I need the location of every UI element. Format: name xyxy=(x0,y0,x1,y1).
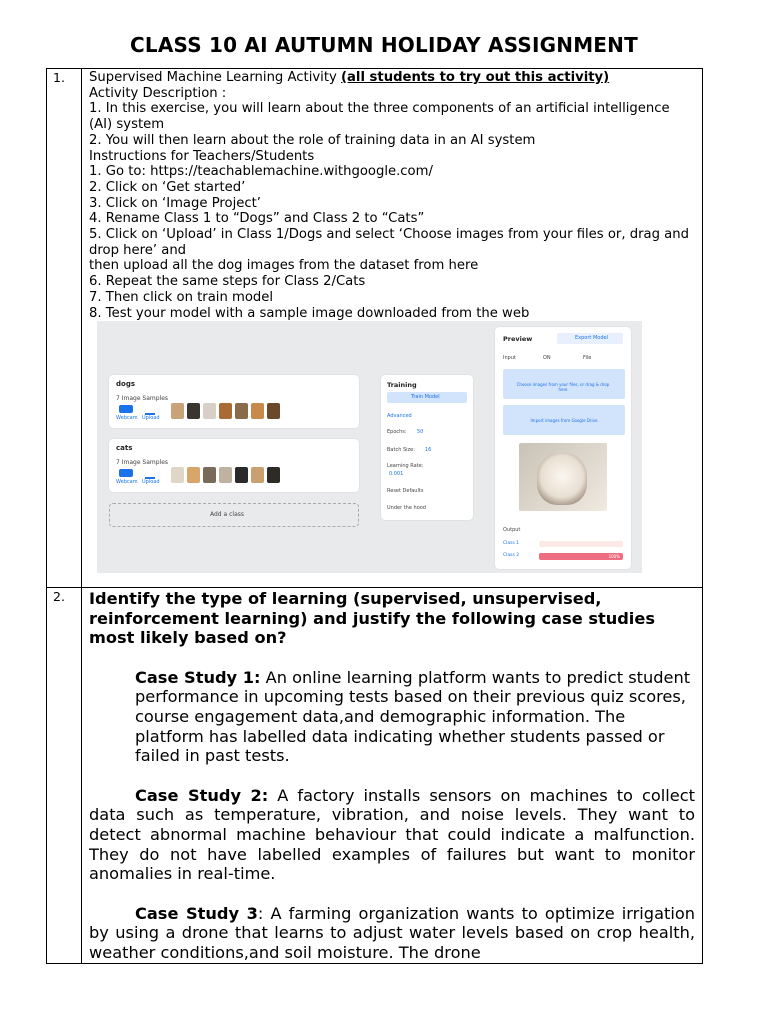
webcam-label: Webcam xyxy=(116,415,138,421)
class2-label: Class 2 xyxy=(503,553,520,558)
page-title: CLASS 10 AI AUTUMN HOLIDAY ASSIGNMENT xyxy=(130,33,638,57)
q2-question: Identify the type of learning (supervised, unsupervised, reinforcement learning) and justify the following case studies most likely based on? xyxy=(89,589,655,648)
upload-label: Upload xyxy=(142,479,160,485)
add-class-button xyxy=(109,503,359,527)
column-divider xyxy=(81,69,82,963)
cat-thumbnail xyxy=(203,467,216,483)
question-2-content xyxy=(89,589,695,963)
q1-url-line: 1. Go to: https://teachablemachine.withgoogle.com/ xyxy=(89,164,433,180)
cat-thumbnail xyxy=(235,467,248,483)
input-on-label: ON xyxy=(543,355,551,361)
epochs-label: Epochs: xyxy=(387,429,407,435)
reset-defaults-label: Reset Defaults xyxy=(387,488,424,494)
output-label: Output xyxy=(503,527,521,533)
import-drive-box xyxy=(503,405,625,435)
q1-line: Activity Description : xyxy=(89,85,227,101)
learning-rate-label: Learning Rate: xyxy=(387,463,424,469)
dog-thumbnails xyxy=(171,403,280,419)
case-study-1: Case Study 1: An online learning platform wants to predict student performance in upcoming tests based on their previous quiz scores, course engagement data,and demographic information. The platform has labelled data indicating whether students passed or failed in past tests. xyxy=(135,667,691,766)
row-divider xyxy=(47,587,702,588)
assignment-table xyxy=(46,68,703,964)
upload-icon xyxy=(145,405,155,415)
dogs-class-card xyxy=(109,375,359,428)
class1-label: Class 1 xyxy=(503,541,520,546)
q1-line: 1. In this exercise, you will learn about the three components of an artificial intelligence (AI) system xyxy=(89,101,670,133)
dog-thumbnail xyxy=(171,403,184,419)
train-model-button xyxy=(387,392,467,403)
training-label: Training xyxy=(387,381,417,389)
choose-images-box xyxy=(503,369,625,399)
cats-class-card xyxy=(109,439,359,492)
add-class-label: Add a class xyxy=(210,511,245,518)
export-model-button xyxy=(557,333,623,344)
q1-line: Instructions for Teachers/Students xyxy=(89,148,315,164)
choose-images-label: Choose images from your files, or drag & drop here xyxy=(516,382,610,392)
preview-label: Preview xyxy=(503,335,533,343)
class1-bar xyxy=(539,541,623,547)
epochs-value: 50 xyxy=(417,429,424,435)
cat-thumbnail xyxy=(187,467,200,483)
cat-preview-image xyxy=(519,443,607,511)
q1-line: 6. Repeat the same steps for Class 2/Cats xyxy=(89,274,366,290)
question-1-content xyxy=(89,70,694,321)
webcam-icon xyxy=(119,469,133,477)
class2-bar xyxy=(539,553,623,560)
file-select: File xyxy=(583,355,592,361)
advanced-label: Advanced xyxy=(387,413,412,419)
batch-size-value: 16 xyxy=(425,447,432,453)
cat-thumbnails xyxy=(171,467,280,483)
webcam-icon xyxy=(119,405,133,413)
cat-thumbnail xyxy=(219,467,232,483)
q1-line: 3. Click on ‘Image Project’ xyxy=(89,195,262,211)
upload-label: Upload xyxy=(142,415,160,421)
q1-line: 2. You will then learn about the role of training data in an AI system xyxy=(89,132,536,148)
question-number-1: 1. xyxy=(53,70,65,85)
case-study-2: Case Study 2: A factory installs sensors on machines to collect data such as temperature, vibration, and noise levels. They want to detect abnormal machine behaviour that could indicate a malfunction. They do not have labelled examples of failures but want to monitor anomalies in real-time. xyxy=(89,785,695,884)
class2-percentage: 100% xyxy=(608,554,620,559)
export-model-label: Export Model xyxy=(575,335,608,341)
training-card xyxy=(381,375,473,520)
batch-size-label: Batch Size: xyxy=(387,447,415,453)
q1-heading: Supervised Machine Learning Activity (all students to try out this activity) xyxy=(89,70,610,85)
train-model-label: Train Model xyxy=(411,394,440,400)
case-study-3: Case Study 3: A farming organization wants to optimize irrigation by using a drone that learns to adjust water levels based on crop health, weather conditions,and soil moisture. The drone xyxy=(89,903,695,962)
webcam-label: Webcam xyxy=(116,479,138,485)
dog-thumbnail xyxy=(251,403,264,419)
cats-class-label: cats xyxy=(116,444,133,452)
dog-thumbnail xyxy=(235,403,248,419)
q1-line: 4. Rename Class 1 to “Dogs” and Class 2 to “Cats” xyxy=(89,211,425,227)
dogs-samples-count: 7 Image Samples xyxy=(116,395,169,402)
dog-thumbnail xyxy=(203,403,216,419)
upload-icon xyxy=(145,469,155,479)
teachable-machine-screenshot xyxy=(97,321,642,573)
under-the-hood-label: Under the hood xyxy=(387,505,426,511)
cat-thumbnail xyxy=(251,467,264,483)
q1-line: 7. Then click on train model xyxy=(89,289,274,305)
cat-thumbnail xyxy=(171,467,184,483)
q1-line: 5. Click on ‘Upload’ in Class 1/Dogs and select ‘Choose images from your files or, drag and drop here’ and xyxy=(89,227,689,258)
learning-rate-value: 0.001 xyxy=(389,471,404,477)
cat-thumbnail xyxy=(267,467,280,483)
import-drive-label: Import images from Google Drive xyxy=(530,418,598,423)
dogs-class-label: dogs xyxy=(116,380,135,388)
input-label: Input xyxy=(503,355,516,361)
preview-card xyxy=(495,327,631,569)
dog-thumbnail xyxy=(187,403,200,419)
q1-line: 8. Test your model with a sample image downloaded from the web xyxy=(89,305,530,321)
cats-samples-count: 7 Image Samples xyxy=(116,459,169,466)
dog-thumbnail xyxy=(267,403,280,419)
q1-line: then upload all the dog images from the dataset from here xyxy=(89,258,479,274)
dog-thumbnail xyxy=(219,403,232,419)
question-number-2: 2. xyxy=(53,589,65,604)
q1-line: 2. Click on ‘Get started’ xyxy=(89,179,246,195)
